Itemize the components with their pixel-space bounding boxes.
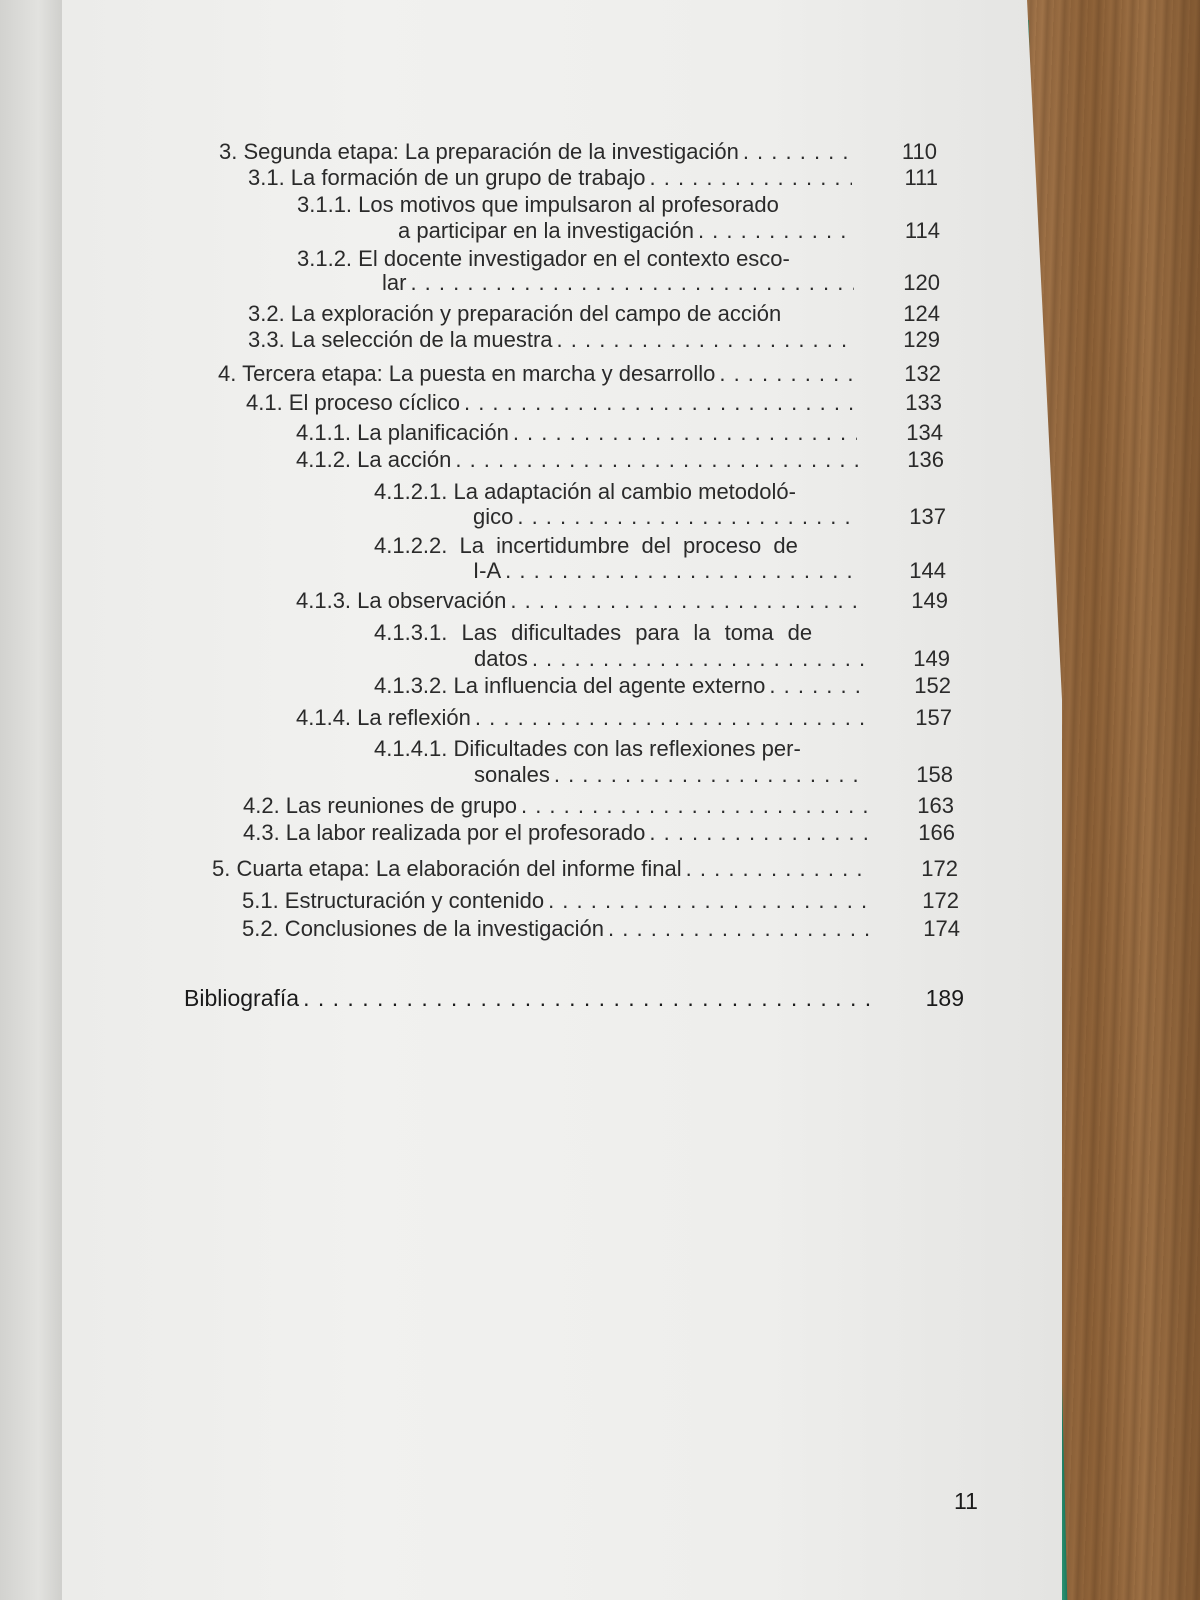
toc-entry [242, 888, 959, 914]
toc-entry-page: 172 [921, 856, 958, 881]
toc-entry-bibliography [184, 985, 964, 1011]
dot-leader [505, 558, 860, 584]
toc-entry-page: 144 [909, 558, 946, 583]
dot-leader [650, 165, 853, 191]
toc-entry [242, 916, 960, 942]
dot-leader [410, 270, 854, 296]
toc-entry-label: 4.3. La labor realizada por el profesorado [243, 820, 646, 845]
toc-entry-page: 134 [906, 420, 943, 445]
toc-entry-label-line1: 4.1.3.1. Las dificultades para la toma de [374, 620, 813, 645]
toc-entry [246, 390, 942, 416]
toc-entry-label: 4.1. El proceso cíclico [246, 390, 460, 415]
toc-entry [219, 139, 937, 165]
toc-entry-page: 149 [913, 646, 950, 671]
toc-entry-page: 163 [917, 793, 954, 818]
toc-entry [473, 504, 946, 530]
toc-entry-page: 172 [922, 888, 959, 913]
toc-entry [296, 420, 943, 446]
toc-entry-label: 4.1.3.2. La influencia del agente externo [374, 673, 766, 698]
dot-leader [649, 820, 869, 846]
toc-entry-page: 166 [918, 820, 955, 845]
dot-leader [686, 856, 872, 882]
dot-leader [719, 361, 855, 387]
dot-leader [513, 420, 857, 446]
toc-entry-label: 4.1.4. La reflexión [296, 705, 471, 730]
toc-entry-label-line2: sonales [474, 762, 550, 787]
toc-entry-page: 152 [914, 673, 951, 698]
dot-leader [475, 705, 866, 731]
toc-entry-page: 174 [923, 916, 960, 941]
toc-entry-label-line2: lar [382, 270, 407, 295]
toc-entry-label-line2: gico [473, 504, 514, 529]
toc-entry [374, 673, 951, 699]
toc-entry-label: 5.2. Conclusiones de la investigación [242, 916, 605, 941]
toc-entry-label-line1: 4.1.2.2. La incertidumbre del proceso de [374, 533, 798, 558]
dot-leader [548, 888, 873, 914]
toc-entry [248, 327, 940, 353]
dot-leader [769, 673, 865, 699]
toc-entry-page: 132 [904, 361, 941, 386]
toc-entry [243, 820, 955, 846]
toc-entry-label: 4. Tercera etapa: La puesta en marcha y desarrollo [218, 361, 716, 386]
dot-leader [554, 762, 867, 788]
toc-entry-label-line2: datos [474, 646, 528, 671]
toc-entry-page: 114 [904, 218, 940, 243]
toc-entry-label: 5. Cuarta etapa: La elaboración del informe final [212, 856, 682, 881]
toc-entry [296, 705, 952, 731]
toc-entry-page: 189 [925, 985, 964, 1011]
toc-entry [296, 588, 948, 614]
toc-entry-page: 158 [916, 762, 953, 787]
toc-entry-label: 4.1.3. La observación [296, 588, 507, 613]
dot-leader [521, 793, 868, 819]
toc-entry-page: 111 [904, 165, 938, 190]
dot-leader [464, 390, 856, 416]
toc-entry-label-line2: I-A [473, 558, 502, 583]
toc-entry-page: 136 [907, 447, 944, 472]
dot-leader [698, 218, 854, 244]
toc-entry [398, 218, 940, 244]
toc-entry-label: 3.3. La selección de la muestra [248, 327, 553, 352]
toc-entry-page: 157 [915, 705, 952, 730]
toc-entry-label-line1: 3.1.2. El docente investigador en el contexto esco- [297, 246, 790, 271]
dot-leader [557, 327, 854, 353]
toc-entry [212, 856, 958, 882]
toc-entry-page: 120 [903, 270, 940, 295]
toc-entry [248, 165, 938, 191]
toc-entry-label: 3.1. La formación de un grupo de trabajo [248, 165, 646, 190]
toc-entry-label-line1: 4.1.4.1. Dificultades con las reflexiones per- [374, 736, 801, 761]
toc-entry [248, 301, 940, 327]
toc-entry [473, 558, 946, 584]
toc-entry-label: 4.2. Las reuniones de grupo [243, 793, 517, 818]
toc-entry-label-line2: a participar en la investigación [398, 218, 694, 243]
toc-entry [382, 270, 940, 296]
toc-entry-label: 5.1. Estructuración y contenido [242, 888, 545, 913]
toc-entry-label: 3.2. La exploración y preparación del campo de acción [248, 301, 782, 326]
dot-leader [517, 504, 860, 530]
toc-entry [474, 646, 950, 672]
toc-entry-label: 3. Segunda etapa: La preparación de la investigación [219, 139, 739, 164]
dot-leader [743, 139, 851, 165]
toc-entry-label: 4.1.2. La acción [296, 447, 452, 472]
toc-entry [296, 447, 944, 473]
dot-leader [455, 447, 858, 473]
dot-leader [303, 985, 878, 1011]
toc-entry-page: 149 [911, 588, 948, 613]
toc-entry [474, 762, 953, 788]
dot-leader [532, 646, 864, 672]
toc-entry-page: 129 [903, 327, 940, 352]
toc-entry-label: 4.1.1. La planificación [296, 420, 509, 445]
page-number: 11 [954, 1488, 978, 1514]
dot-leader [608, 916, 874, 942]
toc-entry [218, 361, 941, 387]
toc-entry-page: 137 [909, 504, 946, 529]
toc-entry-page: 110 [901, 139, 937, 164]
toc-entry-label: Bibliografía [184, 985, 300, 1011]
toc-entry-label-line1: 3.1.1. Los motivos que impulsaron al profesorado [297, 192, 779, 217]
toc-entry-page: 124 [903, 301, 940, 326]
toc-entry-label-line1: 4.1.2.1. La adaptación al cambio metodoló- [374, 479, 796, 504]
dot-leader [510, 588, 862, 614]
toc-entry-page: 133 [905, 390, 942, 415]
toc-entry [243, 793, 954, 819]
